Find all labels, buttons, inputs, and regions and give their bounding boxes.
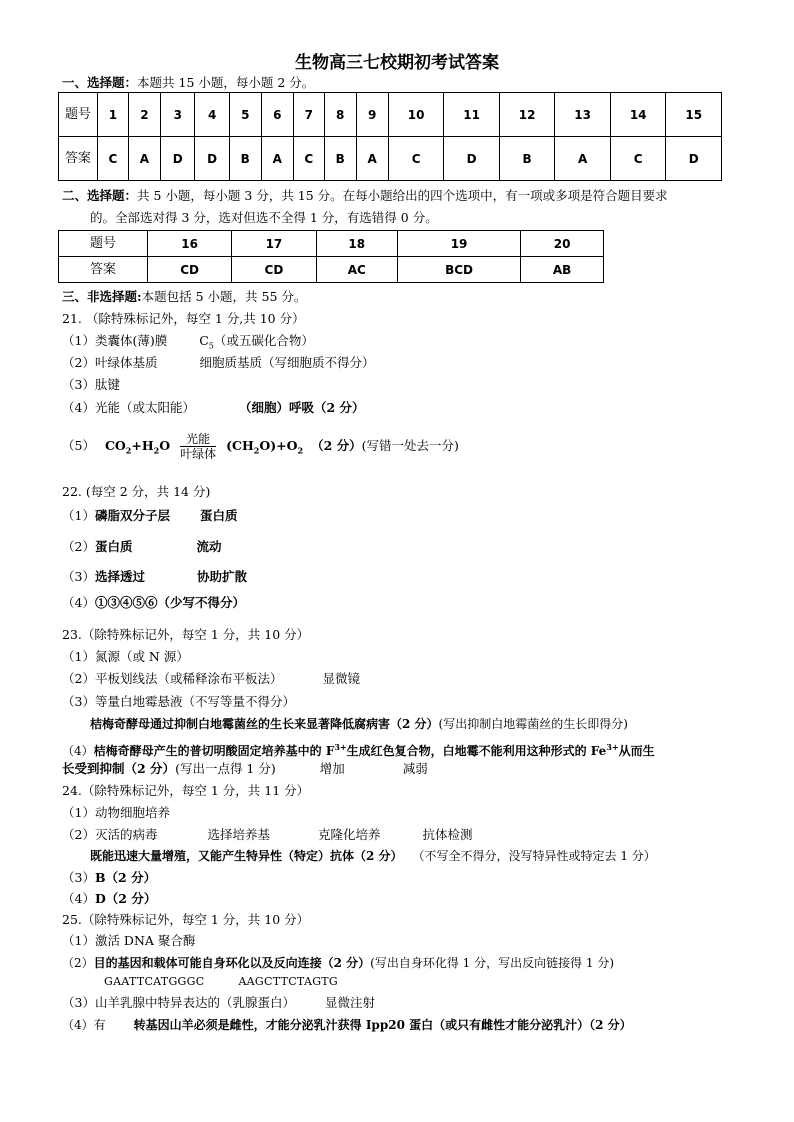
q23-4d: 从而生 xyxy=(618,744,655,758)
q23-answer-1: （1）氮源（或 N 源） xyxy=(62,649,189,664)
q25-answer-3 xyxy=(62,994,375,1012)
section-1-table xyxy=(58,92,722,181)
number-cell: 9 xyxy=(356,93,388,137)
q22-3b: 选择透过 xyxy=(94,569,145,584)
q22-answer-4 xyxy=(62,594,245,612)
q23-4f: 增加 xyxy=(319,761,345,776)
q23-answer-4-cont xyxy=(62,760,428,778)
q21-2a: （2）叶绿体基质 xyxy=(62,355,158,370)
section-3-note: 本题包括 5 小题，共 55 分。 xyxy=(141,289,307,304)
q24-2b: 选择培养基 xyxy=(207,827,270,842)
eq-co2: CO xyxy=(104,438,126,453)
answer-cell: D xyxy=(161,137,195,181)
number-cell: 12 xyxy=(499,93,555,137)
q22-4a: （4） xyxy=(62,595,95,610)
q21-answer-4 xyxy=(62,399,365,417)
section-3-header xyxy=(62,288,306,306)
reaction-arrow-conditions xyxy=(180,432,216,461)
answer-cell: BCD xyxy=(397,257,520,283)
q21-4b: （细胞）呼吸（2 分） xyxy=(238,400,365,415)
answer-cell: CD xyxy=(148,257,232,283)
q25-3b: 显微注射 xyxy=(324,995,375,1010)
q25-sequence-2: AAGCTTCTAGTG xyxy=(238,975,339,988)
eq-co2-sub: 2 xyxy=(125,445,132,456)
answer-cell: D xyxy=(195,137,229,181)
q24-answer-2-cont xyxy=(90,847,656,865)
answer-cell: A xyxy=(555,137,611,181)
answer-cell: B xyxy=(229,137,261,181)
number-cell: 16 xyxy=(148,231,232,257)
number-cell: 5 xyxy=(229,93,261,137)
answer-cell: CD xyxy=(232,257,316,283)
q23-4b: 桔梅奇酵母产生的普切明酸固定培养基中的 F xyxy=(93,744,335,758)
q23-header: 23.（除特殊标记外，每空 1 分，共 10 分） xyxy=(62,627,310,642)
q24-answer-2 xyxy=(62,826,473,844)
number-cell: 15 xyxy=(666,93,722,137)
section-3-heading: 三、非选择题: xyxy=(62,289,142,304)
q25-4a: （4）有 xyxy=(62,1018,106,1032)
number-cell: 6 xyxy=(261,93,293,137)
q21-2b: 细胞质基质（写细胞质不得分） xyxy=(199,355,375,370)
q23-4g: 减弱 xyxy=(402,761,428,776)
q25-2a: （2） xyxy=(62,956,94,970)
number-cell: 3 xyxy=(161,93,195,137)
answer-cell: A xyxy=(356,137,388,181)
number-cell: 11 xyxy=(444,93,500,137)
q24-4b: D（2 分） xyxy=(94,891,157,906)
q21-5a: （5） xyxy=(62,438,95,453)
q23-3b-note: (写出抑制白地霉菌丝的生长即得分) xyxy=(438,717,628,731)
q21-answer-2 xyxy=(62,354,374,372)
q23-3b: 桔梅奇酵母通过抑制白地霉菌丝的生长来显著降低腐病害（2 分） xyxy=(90,717,439,731)
q23-4c: 生成红色复合物，白地霉不能利用这种形式的 Fe xyxy=(346,744,607,758)
row-label-text: 题号 xyxy=(64,106,91,122)
q22-1c: 蛋白质 xyxy=(199,508,238,523)
q22-answer-2 xyxy=(62,538,221,556)
row-label-number xyxy=(59,93,98,137)
eq-ch2o: (CH xyxy=(226,438,254,453)
q25-2b-note: (写出自身环化得 1 分，写出反向链接得 1 分) xyxy=(370,956,615,970)
q23-4e-note: (写出一点得 1 分) xyxy=(175,761,276,776)
answer-cell: C xyxy=(98,137,129,181)
answer-cell: AB xyxy=(521,257,604,283)
answer-cell: C xyxy=(388,137,444,181)
q22-1a: （1） xyxy=(62,508,95,523)
answer-cell: C xyxy=(610,137,666,181)
number-cell: 17 xyxy=(232,231,316,257)
q22-2a: （2） xyxy=(62,539,95,554)
q22-answer-1 xyxy=(62,507,237,525)
q23-answer-4 xyxy=(62,738,655,760)
q25-answer-4 xyxy=(62,1016,632,1034)
q22-1b: 磷脂双分子层 xyxy=(94,508,170,523)
q24-2c: 克隆化培养 xyxy=(317,827,381,842)
q22-3c: 协助扩散 xyxy=(196,569,247,584)
arrow-condition-bottom: 叶绿体 xyxy=(180,447,217,461)
section-1-header xyxy=(62,74,314,92)
q25-2b: 目的基因和载体可能自身环化以及反向连接（2 分） xyxy=(93,956,371,970)
q24-answer-4 xyxy=(62,890,156,908)
q22-answer-3 xyxy=(62,568,247,586)
q24-2e: 既能迅速大量增殖，又能产生特异性（特定）抗体（2 分） xyxy=(90,849,403,863)
q23-4b-sup: 3+ xyxy=(334,742,347,752)
number-cell: 14 xyxy=(610,93,666,137)
q23-4a: （4） xyxy=(62,744,94,758)
answer-cell: A xyxy=(261,137,293,181)
q24-2d: 抗体检测 xyxy=(422,827,473,842)
q25-3a: （3）山羊乳腺中特异表达的（乳腺蛋白） xyxy=(62,995,295,1010)
q24-3b: B（2 分） xyxy=(94,870,157,885)
q24-answer-3 xyxy=(62,869,156,887)
section-1-note: 本题共 15 小题，每小题 2 分。 xyxy=(137,75,315,90)
answer-cell: A xyxy=(128,137,160,181)
q23-2b: 显微镜 xyxy=(322,671,360,686)
equation-products xyxy=(226,438,304,456)
table-row-numbers xyxy=(59,231,604,257)
q21-1b-sub: 5 xyxy=(208,341,214,351)
eq-ch2o-sub: 2 xyxy=(253,445,260,456)
row-label-text: 答案 xyxy=(64,150,91,166)
number-cell: 19 xyxy=(397,231,520,257)
q23-answer-3: （3）等量白地霉悬液（不写等量不得分） xyxy=(62,694,295,709)
q22-3a: （3） xyxy=(62,569,95,584)
q24-2e-note: （不写全不得分，没写特异性或特定去 1 分） xyxy=(412,849,656,863)
q22-2b: 蛋白质 xyxy=(94,539,133,554)
table-row-numbers xyxy=(59,93,722,137)
equation-reactants xyxy=(104,438,171,456)
eq-score: （2 分） xyxy=(311,438,362,453)
section-2-header xyxy=(62,187,668,205)
q21-header: 21. （除特殊标记外，每空 1 分,共 10 分） xyxy=(62,311,305,326)
answer-cell: D xyxy=(444,137,500,181)
eq-h2o-o: O xyxy=(159,438,171,453)
q24-answer-1: （1）动物细胞培养 xyxy=(62,805,170,820)
section-2-table xyxy=(58,230,604,283)
answer-cell: B xyxy=(324,137,356,181)
number-cell: 4 xyxy=(195,93,229,137)
section-2-note-line1: 共 5 小题，每小题 3 分，共 15 分。在每小题给出的四个选项中，有一项或多项是符合题目要求 xyxy=(137,188,668,203)
q23-answer-3-cont xyxy=(90,715,628,733)
number-cell: 20 xyxy=(521,231,604,257)
q25-answer-1: （1）激活 DNA 聚合酶 xyxy=(62,933,196,948)
section-2-heading: 二、选择题： xyxy=(62,188,138,203)
q21-answer-3: （3）肽键 xyxy=(62,377,120,392)
answer-cell: B xyxy=(499,137,555,181)
q21-1c: （或五碳化合物） xyxy=(213,333,314,348)
answer-cell: C xyxy=(293,137,324,181)
q21-4a: （4）光能（或太阳能） xyxy=(62,400,195,415)
q24-3a: （3） xyxy=(62,870,95,885)
q21-1a: （1）类囊体(薄)膜 xyxy=(62,333,168,348)
answer-cell: AC xyxy=(316,257,397,283)
row-label-answer xyxy=(59,137,98,181)
q24-2a: （2）灭活的病毒 xyxy=(62,827,158,842)
eq-note: (写错一处去一分) xyxy=(361,438,459,453)
number-cell: 7 xyxy=(293,93,324,137)
eq-h2o-sub: 2 xyxy=(153,445,160,456)
eq-o2: O)+O xyxy=(259,438,298,453)
row-label-number: 题号 xyxy=(59,231,148,257)
number-cell: 13 xyxy=(555,93,611,137)
table-row-answers xyxy=(59,257,604,283)
eq-o2-sub: 2 xyxy=(297,445,304,456)
number-cell: 10 xyxy=(388,93,444,137)
number-cell: 2 xyxy=(128,93,160,137)
q25-answer-2 xyxy=(62,954,614,972)
q24-header: 24.（除特殊标记外，每空 1 分，共 11 分） xyxy=(62,783,310,798)
q22-header: 22. (每空 2 分，共 14 分) xyxy=(62,484,211,499)
eq-h2o: +H xyxy=(131,438,154,453)
q25-answer-2-sequences xyxy=(104,973,338,991)
q22-2c: 流动 xyxy=(196,539,222,554)
q25-header: 25.（除特殊标记外，每空 1 分，共 10 分） xyxy=(62,912,310,927)
number-cell: 18 xyxy=(316,231,397,257)
section-1-heading: 一、选择题： xyxy=(62,75,138,90)
q21-answer-1 xyxy=(62,332,314,356)
q21-1b: C xyxy=(199,333,209,348)
q23-4c-sup: 3+ xyxy=(606,742,619,752)
q25-sequence-1: GAATTCATGGGC xyxy=(104,975,205,988)
q23-2a: （2）平板划线法（或稀释涂布平板法） xyxy=(62,671,283,686)
q24-4a: （4） xyxy=(62,891,95,906)
arrow-condition-top: 光能 xyxy=(180,432,216,447)
number-cell: 8 xyxy=(324,93,356,137)
page-title: 生物高三七校期初考试答案 xyxy=(295,53,499,73)
number-cell: 1 xyxy=(98,93,129,137)
table-row-answers xyxy=(59,137,722,181)
row-label-answer: 答案 xyxy=(59,257,148,283)
q21-answer-5-equation xyxy=(62,432,459,465)
section-2-note-line2: 的。全部选对得 3 分，选对但选不全得 1 分，有选错得 0 分。 xyxy=(90,210,438,225)
q25-4b: 转基因山羊必须是雌性，才能分泌乳汁获得 Ipp20 蛋白（或只有雌性才能分泌乳汁）（2 分） xyxy=(133,1018,632,1032)
q23-4e: 长受到抑制（2 分） xyxy=(62,761,176,776)
q23-answer-2 xyxy=(62,670,360,688)
q22-4b: ①③④⑤⑥（少写不得分） xyxy=(94,595,245,610)
answer-cell: D xyxy=(666,137,722,181)
